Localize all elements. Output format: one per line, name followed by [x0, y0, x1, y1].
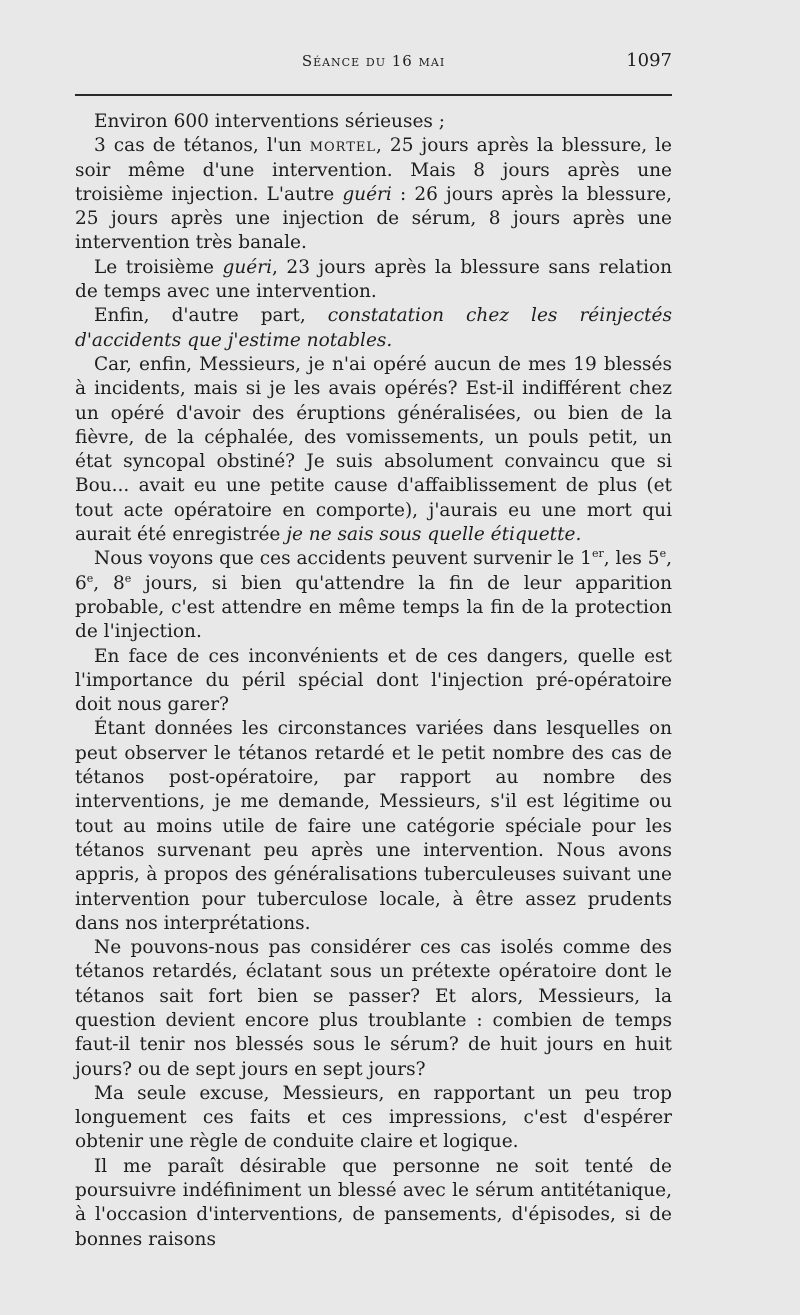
mortel-label: mortel — [309, 135, 377, 157]
paragraph: Le troisième guéri, 23 jours après la blessure sans relation de temps avec une intervention. — [75, 256, 672, 303]
paragraph: En face de ces inconvénients et de ces dangers, quelle est l'importance du péril spécial dont l'injection pré-opératoire doit nous garer? — [75, 645, 672, 716]
paragraph: Il me paraît désirable que personne ne soit tenté de poursuivre indéfiniment un blessé avec le sérum antitétanique, à l'occasion d'interventions, de pansements, d'épisodes, si de bonnes raisons — [75, 1155, 672, 1250]
page-header — [75, 50, 672, 80]
page-number: 1097 — [626, 50, 672, 71]
header-rule — [75, 94, 672, 96]
paragraph: Car, enfin, Messieurs, je n'ai opéré aucun de mes 19 blessés à incidents, mais si je les avais opérés? Est-il indifférent chez un opéré d'avoir des éruptions généralisées, ou bien de la fièvre, de la céphalée, des vomissements, un pouls petit, un état syncopal obstiné? Je suis absolument convaincu que si Bou... avait eu une petite cause d'affaiblissement de plus (et tout acte opératoire en comporte), j'aurais eu une mort qui aurait été enregistrée je ne sais sous quelle étiquette. — [75, 353, 672, 546]
paragraph: Ne pouvons-nous pas considérer ces cas isolés comme des tétanos retardés, éclatant sous un prétexte opératoire dont le tétanos sait fort bien se passer? Et alors, Messieurs, la question devient encore plus troublante : combien de temps faut-il tenir nos blessés sous le sérum? de huit jours en huit jours? ou de sept jours en sept jours? — [75, 937, 672, 1080]
paragraph: Nous voyons que ces accidents peuvent survenir le 1er, les 5e, 6e, 8e jours, si bien qu'attendre la fin de leur apparition probable, c'est attendre en même temps la fin de la protection de l'injection. — [75, 547, 672, 643]
paragraph: Enfin, d'autre part, constatation chez les réinjectés d'accidents que j'estime notables. — [75, 305, 672, 351]
paragraph: Ma seule excuse, Messieurs, en rapportant un peu trop longuement ces faits et ces impressions, c'est d'espérer obtenir une règle de conduite claire et logique. — [75, 1082, 672, 1153]
paragraph: Étant données les circonstances variées dans lesquelles on peut observer le tétanos retardé et le petit nombre des cas de tétanos post-opératoire, par rapport au nombre des interventions, je me demande, Messieurs, s'il est légitime ou tout au moins utile de faire une catégorie spéciale pour les tétanos survenant peu après une intervention. Nous avons appris, à propos des généralisations tuberculeuses suivant une intervention pour tuberculose locale, à être assez prudents dans nos interprétations. — [75, 718, 672, 934]
paragraph: 3 cas de tétanos, l'un mortel, 25 jours après la blessure, le soir même d'une intervention. Mais 8 jours après une troisième injection. L'autre guéri : 26 jours après la blessure, 25 jours après une injection de sérum, 8 jours après une intervention très banale. — [75, 135, 672, 254]
running-title: Séance du 16 mai — [301, 52, 446, 70]
paragraph: Environ 600 interventions sérieuses ; — [94, 111, 446, 132]
body-text — [75, 110, 672, 1252]
